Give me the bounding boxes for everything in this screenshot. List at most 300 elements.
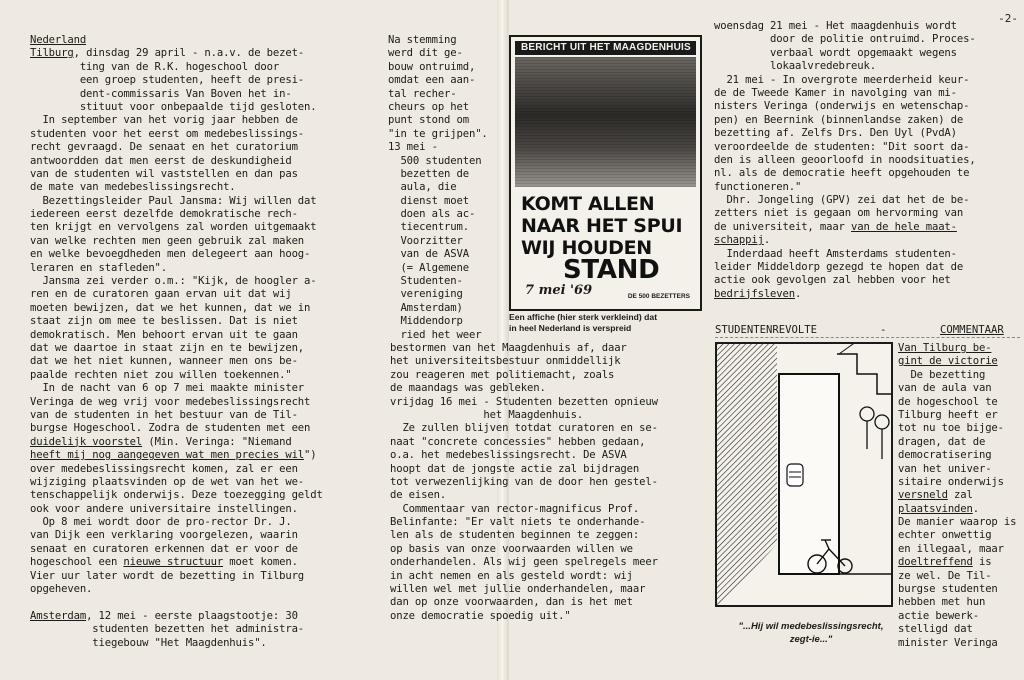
text-line — [898, 583, 1016, 596]
text-segment: op basis van onze voorwaarden willen we — [390, 542, 633, 555]
text-segment: de maandags was gebleken. — [390, 382, 546, 395]
text-segment: Ze zullen blijven totdat curatoren en se- — [390, 422, 658, 435]
text-segment: Voorzitter — [388, 234, 463, 247]
section-title-studentenrevolte: STUDENTENREVOLTE — [715, 324, 818, 336]
text-line — [388, 61, 488, 74]
text-line — [388, 101, 488, 114]
text-segment: staat zijn om mee te beslissen. Dat is niet — [30, 315, 298, 328]
text-line — [30, 396, 323, 409]
text-segment: wijziging plaatsvinden op de wet van het we- — [30, 475, 305, 488]
text-segment: "in te grijpen". — [388, 127, 488, 140]
text-segment: tiecentrum. — [388, 221, 469, 234]
text-segment: stituut voor onbepaalde tijd gesloten. — [30, 100, 317, 113]
text-line — [30, 275, 323, 288]
text-line — [390, 342, 658, 355]
text-segment: studenten voor het eerst om medebeslissings- — [30, 127, 305, 140]
text-segment: de eisen. — [390, 489, 447, 502]
text-line — [30, 114, 323, 127]
text-segment: dragen, dat de — [898, 435, 986, 448]
text-segment: . — [972, 502, 979, 515]
text-line — [30, 101, 323, 114]
text-line — [390, 396, 658, 409]
text-line — [714, 114, 976, 127]
underlined-text: nieuwe structuur — [123, 556, 224, 569]
text-segment: ried het weer — [388, 328, 482, 341]
text-line — [30, 34, 323, 47]
text-line — [390, 610, 658, 623]
text-line — [30, 302, 323, 315]
text-line — [390, 355, 658, 368]
text-line — [30, 543, 323, 556]
text-line — [30, 74, 323, 87]
text-segment: nl. als de democratie heeft opgehouden te — [714, 167, 970, 180]
text-line — [30, 61, 323, 74]
text-segment: Vier uur later wordt de bezetting in Tilburg — [30, 569, 305, 582]
text-segment: van de studenten in het bestuur van de Til- — [30, 408, 298, 421]
text-segment: Op 8 mei wordt door de pro-rector Dr. J. — [30, 516, 292, 529]
text-segment: len als de studenten beginnen te zeggen: — [390, 529, 640, 542]
cartoon — [715, 342, 893, 607]
underlined-text: Van Tilburg be- — [898, 342, 992, 354]
text-line — [898, 637, 1016, 650]
text-line — [714, 221, 976, 234]
text-line — [898, 463, 1016, 476]
text-line — [714, 248, 976, 261]
text-segment: burgse Hogeschool. Zodra de studenten met een — [30, 422, 311, 435]
text-segment: nisters Veringa (onderwijs en wetenschap- — [714, 100, 970, 113]
text-segment: actie bewerk- — [898, 609, 979, 622]
text-line — [30, 355, 323, 368]
text-line — [30, 422, 323, 435]
text-segment: burgse studenten — [898, 583, 998, 596]
text-segment: actie ook gevolgen zal hebben voor het — [714, 274, 951, 287]
text-segment: In september van het vorig jaar hebben de — [30, 114, 298, 127]
text-segment: Na stemming — [388, 34, 457, 46]
text-line — [30, 463, 323, 476]
text-segment: veroordeelde de studenten: "Dit soort da- — [714, 140, 970, 153]
page-number: -2- — [998, 12, 1018, 25]
text-segment: o.a. het medebeslissingsrecht. De ASVA — [390, 449, 627, 462]
text-segment: bestormen van het Maagdenhuis af, daar — [390, 342, 627, 354]
text-line — [898, 623, 1016, 636]
text-segment: studenten bezetten het administra- — [30, 623, 305, 636]
underlined-text: versneld — [898, 489, 948, 502]
text-line — [30, 315, 323, 328]
text-segment: sitaire onderwijs — [898, 475, 1004, 488]
cartoon-drawing — [717, 344, 893, 607]
text-segment: Studenten- — [388, 275, 463, 288]
text-segment: , dinsdag 29 april - n.a.v. de bezet- — [73, 47, 305, 60]
text-segment: tenschappelijk onderwijs. Deze toezegging geldt — [30, 489, 323, 502]
text-line — [898, 342, 1016, 355]
text-segment: door de politie ontruimd. Proces- — [714, 33, 976, 46]
poster-slogan-line: STAND — [563, 255, 660, 285]
text-line — [714, 87, 976, 100]
text-line — [714, 47, 976, 60]
text-line — [390, 489, 658, 502]
text-segment: dat we het niet kunnen, wanneer men ons be- — [30, 355, 298, 368]
text-line — [898, 449, 1016, 462]
text-segment: de hogeschool te — [898, 395, 998, 408]
text-line — [714, 154, 976, 167]
text-segment: ook voor andere universitaire instellingen. — [30, 502, 298, 515]
column-tweede-kamer — [714, 20, 976, 301]
text-line — [30, 476, 323, 489]
text-segment: . — [794, 287, 802, 300]
text-line — [390, 556, 658, 569]
text-segment: van het univer- — [898, 462, 992, 475]
text-line — [30, 195, 323, 208]
cartoon-caption: "...Hij wil medebeslissingsrecht, zegt-ie..." — [738, 621, 884, 645]
text-line — [30, 610, 323, 623]
text-line — [714, 60, 976, 73]
text-segment: Amsterdam) — [388, 301, 463, 314]
text-line — [898, 543, 1016, 556]
text-line — [30, 181, 323, 194]
text-line — [30, 516, 323, 529]
text-segment: opgeheven. — [30, 583, 93, 596]
text-line — [714, 207, 976, 220]
text-segment: willen wel met jullie onderhandelen, maar — [390, 583, 646, 596]
text-line — [390, 422, 658, 435]
text-line — [30, 141, 323, 154]
text-segment: tiegebouw "Het Maagdenhuis". — [30, 636, 267, 649]
text-line — [30, 168, 323, 181]
text-line — [388, 141, 488, 154]
underlined-text: duidelijk voorstel — [30, 435, 143, 448]
text-segment: leraren en stafleden". — [30, 261, 168, 274]
text-line — [30, 329, 323, 342]
text-line — [390, 503, 658, 516]
text-segment: Veringa de weg vrij voor medebeslissingsrecht — [30, 395, 311, 408]
underlined-text: Nederland — [30, 34, 87, 46]
text-line — [388, 195, 488, 208]
column-maagdenhuis — [390, 342, 658, 623]
text-line — [30, 570, 323, 583]
text-segment: over medebeslissingsrecht komen, zal er een — [30, 462, 298, 475]
text-line — [388, 168, 488, 181]
text-segment: dat we daartoe in staat zijn en te bewijzen, — [30, 341, 305, 354]
text-line — [898, 369, 1016, 382]
text-segment: hoopt dat de jongste actie zal bijdragen — [390, 462, 640, 475]
text-line — [898, 436, 1016, 449]
text-line — [30, 155, 323, 168]
text-segment: aula, die — [388, 181, 457, 194]
text-segment: ren en de curatoren gaan ervan uit dat wij — [30, 288, 292, 301]
text-segment: (= Algemene — [388, 261, 469, 274]
text-line — [898, 422, 1016, 435]
text-line — [388, 221, 488, 234]
text-line — [898, 489, 1016, 502]
text-line — [714, 234, 976, 247]
underlined-text: van de hele maat- — [851, 220, 957, 233]
text-line — [898, 556, 1016, 569]
text-line — [30, 369, 323, 382]
text-segment: In de nacht van 6 op 7 mei maakte minister — [30, 382, 305, 395]
text-segment: en welke bevoegdheden men delegeert aan hoog- — [30, 248, 311, 261]
text-segment: recht gevraagd. De senaat en het curatorium — [30, 141, 298, 154]
section-title-commentaar: COMMENTAAR — [940, 324, 1004, 336]
text-segment: , 12 mei - eerste plaagstootje: 30 — [86, 609, 298, 622]
text-line — [388, 329, 488, 342]
text-line — [388, 128, 488, 141]
text-segment: een groep studenten, heeft de presi- — [30, 74, 305, 87]
text-line — [30, 88, 323, 101]
underlined-text: Amsterdam — [30, 609, 87, 622]
text-segment: zou reageren met politiemacht, zoals — [390, 368, 615, 381]
text-segment: werd dit ge- — [388, 47, 463, 60]
text-segment: de de Tweede Kamer in navolging van mi- — [714, 86, 957, 99]
text-line — [390, 583, 658, 596]
text-segment: iedereen eerst dezelfde demokratische rech- — [30, 208, 298, 221]
underlined-text: doeltreffend — [898, 556, 973, 569]
poster-header: BERICHT UIT HET MAAGDENHUIS — [515, 41, 696, 55]
text-line — [390, 409, 658, 422]
text-segment: van de ASVA — [388, 248, 469, 261]
text-segment: van welke rechten men geen gebruik zal maken — [30, 234, 305, 247]
underlined-text: gint de victorie — [898, 355, 998, 368]
text-line — [714, 181, 976, 194]
text-line — [388, 208, 488, 221]
text-line — [714, 20, 976, 33]
text-line — [898, 516, 1016, 529]
text-line — [388, 114, 488, 127]
text-segment: naat "concrete concessies" hebben gedaan, — [390, 435, 646, 448]
text-line — [898, 610, 1016, 623]
text-segment: punt stond om — [388, 114, 469, 127]
text-line — [30, 342, 323, 355]
text-segment: De manier waarop is — [898, 516, 1017, 529]
text-segment: vrijdag 16 mei - Studenten bezetten opnieuw — [390, 395, 658, 408]
section-rule — [715, 337, 1020, 338]
text-line — [898, 382, 1016, 395]
text-segment: de mate van medebeslissingsrecht. — [30, 181, 236, 194]
underlined-text: heeft mij nog aangegeven wat men precies wil — [30, 449, 305, 462]
text-segment: lokaalvredebreuk. — [714, 60, 876, 73]
text-segment: Belinfante: "Er valt niets te onderhande- — [390, 516, 646, 529]
text-segment: echter onwettig — [898, 529, 992, 542]
text-segment: ting van de R.K. hogeschool door — [30, 60, 280, 73]
text-line — [30, 221, 323, 234]
text-segment: zetters niet is gegaan om hervorming van — [714, 207, 964, 220]
text-segment: tot nu toe bijge- — [898, 422, 1004, 435]
text-line — [898, 355, 1016, 368]
text-segment: verbaal wordt opgemaakt wegens — [714, 46, 957, 59]
column-commentaar — [898, 342, 1016, 650]
poster-photo — [515, 57, 696, 187]
poster-slogan-line: NAAR HET SPUI — [521, 215, 683, 237]
text-line — [714, 127, 976, 140]
text-segment: is — [972, 556, 992, 569]
text-line — [714, 261, 976, 274]
text-segment: moet komen. — [223, 556, 298, 569]
text-line — [898, 570, 1016, 583]
text-segment: functioneren." — [714, 180, 802, 193]
text-line — [388, 74, 488, 87]
text-line — [388, 288, 488, 301]
text-line — [30, 235, 323, 248]
text-line — [390, 382, 658, 395]
text-line — [390, 436, 658, 449]
text-segment: van Dijk een verklaring voorgelezen, waarin — [30, 529, 298, 542]
text-segment: bouw ontruimd, — [388, 60, 476, 73]
poster-date: 7 mei '69 — [525, 283, 593, 298]
text-line — [898, 529, 1016, 542]
text-line — [388, 88, 488, 101]
text-segment: de universiteit, maar — [714, 220, 852, 233]
text-segment: Middendorp — [388, 315, 463, 328]
text-line — [388, 275, 488, 288]
text-line — [390, 543, 658, 556]
text-segment: Jansma zei verder o.m.: "Kijk, de hoogler a- — [30, 275, 317, 288]
text-line — [30, 208, 323, 221]
text-segment: minister Veringa — [898, 636, 998, 649]
text-line — [714, 288, 976, 301]
text-segment: demokratisch. Men behoort ervan uit te gaan — [30, 328, 298, 341]
text-segment: senaat en curatoren erkennen dat er voor de — [30, 542, 298, 555]
underlined-text: plaatsvinden — [898, 502, 973, 515]
text-line — [714, 100, 976, 113]
text-line — [898, 596, 1016, 609]
text-segment: vereniging — [388, 288, 463, 301]
text-line — [714, 74, 976, 87]
underlined-text: schappij — [714, 234, 764, 247]
text-line — [898, 503, 1016, 516]
text-segment: 21 mei - In overgrote meerderheid keur- — [714, 73, 970, 86]
text-line — [714, 274, 976, 287]
text-line — [390, 369, 658, 382]
text-segment: Bezettingsleider Paul Jansma: Wij willen dat — [30, 194, 317, 207]
text-segment: ten krijgt en vervolgens zal worden uitgemaakt — [30, 221, 317, 234]
text-line — [30, 583, 323, 596]
section-separator: - — [880, 324, 887, 336]
text-segment: bezetting af. Zelfs Drs. Den Uyl (PvdA) — [714, 127, 957, 140]
text-segment: het Maagdenhuis. — [390, 408, 584, 421]
text-line — [388, 181, 488, 194]
text-segment: 500 studenten — [388, 154, 482, 167]
poster-signature: DE 500 BEZETTERS — [627, 293, 690, 300]
text-segment: democratisering — [898, 449, 992, 462]
text-line — [30, 288, 323, 301]
text-segment: . — [763, 234, 771, 247]
text-segment: in acht nemen en als gesteld wordt: wij — [390, 569, 633, 582]
column-narrow-left — [388, 34, 488, 342]
text-segment: Dhr. Jongeling (GPV) zei dat het de be- — [714, 194, 970, 207]
text-segment: Tilburg heeft er — [898, 408, 998, 421]
text-line — [30, 382, 323, 395]
text-segment: leider Middeldorp gezegd te hopen dat de — [714, 261, 964, 274]
text-segment: hogeschool een — [30, 556, 124, 569]
text-line — [390, 476, 658, 489]
text-segment: stelligd dat — [898, 623, 973, 636]
text-segment: antwoordden dat men eerst de deskundigheid — [30, 154, 292, 167]
text-line — [30, 503, 323, 516]
poster-caption: Een affiche (hier sterk verkleind) dat in heel Nederland is verspreid — [509, 312, 658, 333]
underlined-text: bedrijfsleven — [714, 287, 795, 300]
text-line — [390, 516, 658, 529]
text-segment: doen als ac- — [388, 208, 476, 221]
text-segment: cheurs op het — [388, 100, 469, 113]
text-line — [714, 141, 976, 154]
text-segment: 13 mei - — [388, 141, 438, 154]
text-line — [30, 128, 323, 141]
text-line — [30, 623, 323, 636]
text-segment: tot verwezenlijking van de door hen gestel- — [390, 475, 658, 488]
text-line — [388, 315, 488, 328]
text-line — [30, 409, 323, 422]
text-line — [898, 409, 1016, 422]
poster-slogan-line: KOMT ALLEN — [521, 193, 655, 215]
text-segment: het universiteitsbestuur onmiddellijk — [390, 355, 621, 368]
text-segment: ") — [304, 449, 317, 462]
underlined-text: Tilburg — [30, 47, 74, 60]
poster-slogan-line: WIJ HOUDEN — [521, 237, 652, 259]
text-line — [390, 570, 658, 583]
text-line — [714, 167, 976, 180]
text-segment: dienst moet — [388, 194, 469, 207]
text-line — [390, 463, 658, 476]
text-line — [388, 47, 488, 60]
text-line — [30, 436, 323, 449]
text-line — [388, 235, 488, 248]
text-line — [388, 248, 488, 261]
text-line — [388, 34, 488, 47]
text-segment: omdat een aan- — [388, 74, 476, 87]
poster — [509, 35, 702, 311]
text-line — [714, 33, 976, 46]
text-line — [898, 476, 1016, 489]
text-segment: van de studenten wil vaststellen en dan pas — [30, 167, 298, 180]
text-line — [898, 396, 1016, 409]
text-line — [30, 47, 323, 60]
text-line — [388, 262, 488, 275]
text-line — [30, 449, 323, 462]
text-segment: pen) en Beernink (binnenlandse zaken) de — [714, 113, 964, 126]
text-segment: tal recher- — [388, 87, 457, 100]
text-segment: dent-commissaris Van Boven het in- — [30, 87, 292, 100]
text-segment: woensdag 21 mei - Het maagdenhuis wordt — [714, 20, 957, 32]
text-line — [30, 489, 323, 502]
text-segment: onderhandelen. Als wij geen spelregels meer — [390, 556, 658, 569]
poster-slogan — [521, 193, 696, 285]
column-nederland — [30, 34, 323, 650]
text-line — [388, 155, 488, 168]
text-segment: moeten bewijzen, dat we het kunnen, dat we in — [30, 301, 311, 314]
text-segment: den is alleen geoorloofd in noodsituaties, — [714, 153, 976, 166]
text-segment: (Min. Veringa: "Niemand — [142, 435, 292, 448]
text-line — [390, 596, 658, 609]
text-line — [714, 194, 976, 207]
text-line — [30, 637, 323, 650]
text-segment: Commentaar van rector-magnificus Prof. — [390, 502, 640, 515]
text-segment: zal — [947, 489, 973, 502]
text-segment: dan op onze voorwaarden, dan is het met — [390, 596, 633, 609]
text-segment: hebben met hun — [898, 596, 986, 609]
text-segment: Inderdaad heeft Amsterdams studenten- — [714, 247, 957, 260]
text-line — [390, 529, 658, 542]
text-line — [30, 529, 323, 542]
text-segment: ze wel. De Til- — [898, 569, 992, 582]
text-segment: paalde rechten niet zou willen toekennen." — [30, 368, 292, 381]
text-line — [388, 302, 488, 315]
text-line — [30, 262, 323, 275]
text-segment: van de aula van — [898, 382, 992, 395]
text-line — [390, 449, 658, 462]
text-segment: en illegaal, maar — [898, 542, 1004, 555]
text-line — [30, 556, 323, 569]
text-line — [30, 248, 323, 261]
text-segment: De bezetting — [898, 368, 986, 381]
